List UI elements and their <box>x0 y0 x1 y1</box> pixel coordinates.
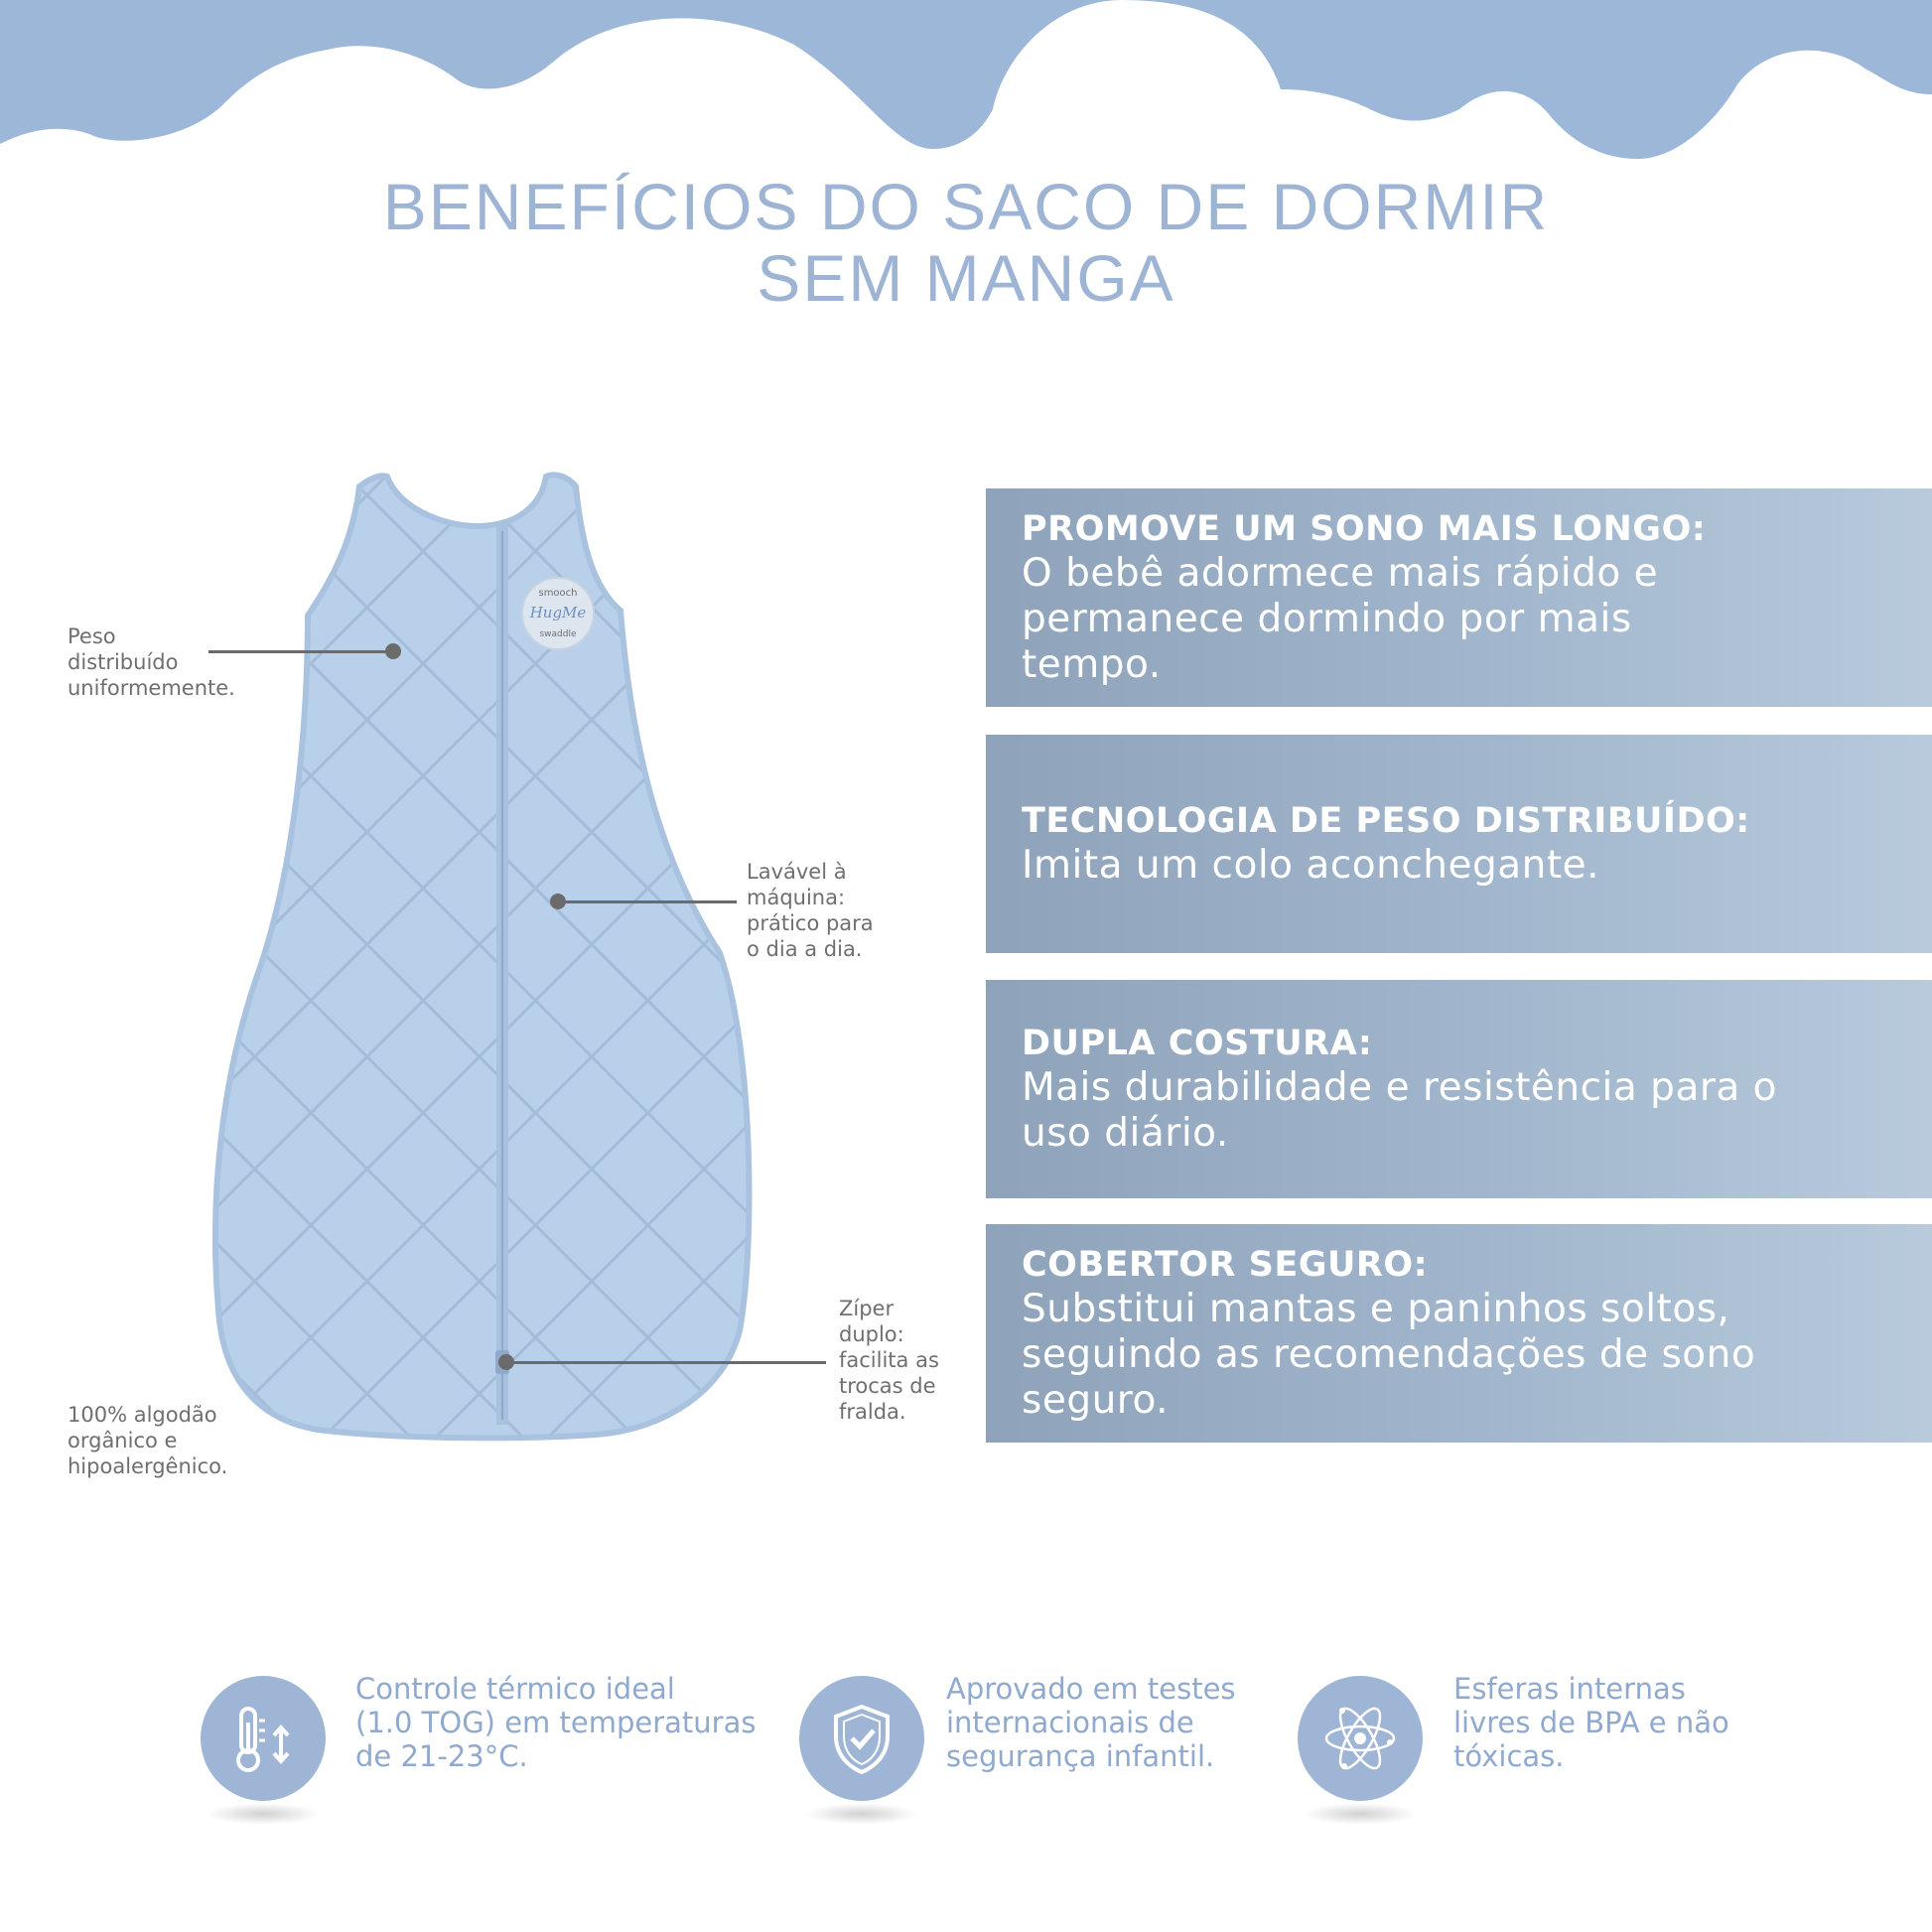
feature-text: Controle térmico ideal (1.0 TOG) em temperaturas de 21-23°C. <box>355 1672 757 1773</box>
atom-icon <box>1298 1676 1423 1801</box>
callout-cotton: 100% algodão orgânico e hipoalergênico. <box>68 1403 228 1478</box>
benefit-title: PROMOVE UM SONO MAIS LONGO: <box>1022 509 1707 549</box>
benefit-title: TECNOLOGIA DE PESO DISTRIBUÍDO: <box>1022 801 1750 841</box>
callout-weight-leader <box>208 650 393 653</box>
callout-zipper-dot <box>498 1354 514 1370</box>
benefit-panel-safe-blanket <box>986 1224 1932 1443</box>
benefit-body: Mais durabilidade e resistência para o uso diário. <box>1022 1065 1778 1156</box>
feature-text: Aprovado em testes internacionais de segurança infantil. <box>946 1672 1236 1773</box>
benefit-body: O bebê adormece mais rápido e permanece dormindo por mais tempo. <box>1022 551 1659 687</box>
callout-washable-leader <box>558 900 737 903</box>
thermometer-icon <box>201 1676 326 1801</box>
callout-zipper: Zíper duplo: facilita as trocas de fralda. <box>839 1297 939 1424</box>
benefit-title: DUPLA COSTURA: <box>1022 1024 1373 1063</box>
sleep-sack-image <box>199 437 794 1449</box>
benefit-body: Imita um colo aconchegante. <box>1022 843 1600 888</box>
benefit-title: COBERTOR SEGURO: <box>1022 1245 1429 1285</box>
benefit-panel-longer-sleep <box>986 488 1932 707</box>
callout-zipper-leader <box>506 1361 826 1364</box>
svg-text:HugMe: HugMe <box>529 604 587 621</box>
brand-badge <box>522 578 594 649</box>
cloud-banner <box>0 0 1932 199</box>
callout-weight: Peso distribuído uniformemente. <box>68 624 235 700</box>
page-title-line-1: BENEFÍCIOS DO SACO DE DORMIR <box>382 170 1550 243</box>
callout-weight-dot <box>385 643 401 659</box>
shield-check-icon <box>799 1676 924 1801</box>
benefit-body: Substitui mantas e paninhos soltos, seguindo as recomendações de sono seguro. <box>1022 1287 1756 1423</box>
benefit-panel-double-stitch <box>986 980 1932 1198</box>
callout-washable-dot <box>550 894 566 909</box>
feature-text: Esferas internas livres de BPA e não tóxicas. <box>1453 1672 1729 1773</box>
callout-washable: Lavável à máquina: prático para o dia a dia. <box>747 860 874 961</box>
page-title-line-2: SEM MANGA <box>757 241 1175 315</box>
benefit-panel-weight-tech <box>986 735 1932 953</box>
page-title <box>0 171 1932 314</box>
svg-text:smooch: smooch <box>538 588 578 599</box>
svg-text:swaddle: swaddle <box>539 629 577 639</box>
